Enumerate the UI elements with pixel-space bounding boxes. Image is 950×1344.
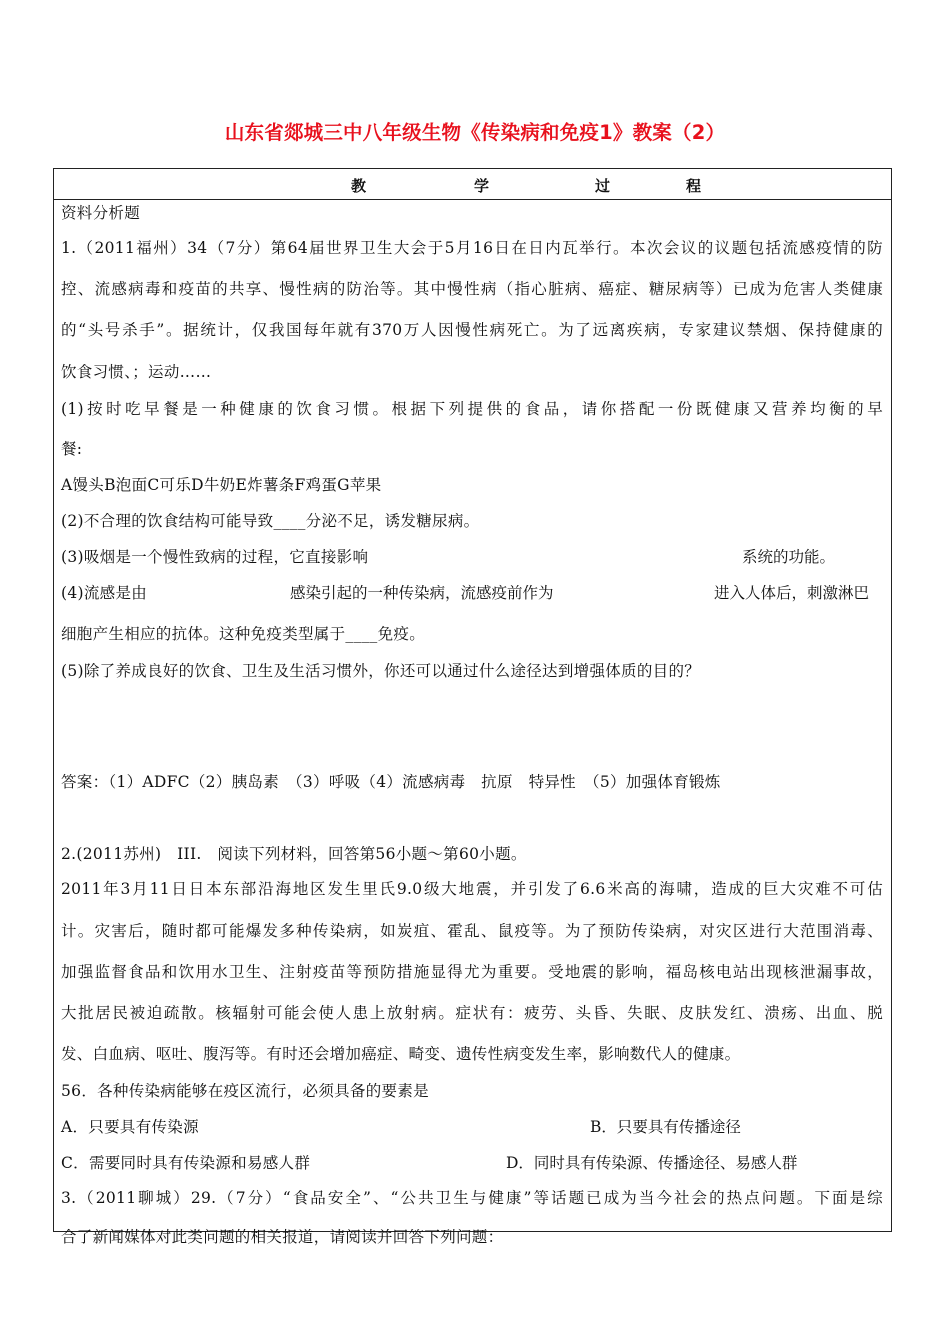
q56-option-d: D．同时具有传染源、传播途径、易感人群: [506, 1154, 798, 1172]
q1-para-line: 饮食习惯、；运动……: [61, 363, 212, 381]
q2-para-line: 加强监督食品和饮用水卫生、注射疫苗等预防措施显得尤为重要。受地震的影响，福岛核电站出现核泄漏事故，: [61, 963, 883, 981]
q3-para-line: 合了新闻媒体对此类问题的相关报道，请阅读并回答下列问题：: [61, 1228, 504, 1246]
q56-option-c: C．需要同时具有传染源和易感人群: [61, 1154, 311, 1172]
q3-para-line: 3.（2011聊城）29.（7分）“食品安全”、“公共卫生与健康”等话题已成为当今社会的热点问题。下面是综: [61, 1189, 883, 1207]
q56-stem: 56．各种传染病能够在疫区流行，必须具备的要素是: [61, 1082, 429, 1100]
q2-para-line: 大批居民被迫疏散。核辐射可能会使人患上放射病。症状有：疲劳、头昏、失眠、皮肤发红、溃疡、出血、脱: [61, 1004, 883, 1022]
q1-para-line: 控、流感病毒和疫苗的共享、慢性病的防治等。其中慢性病（指心脏病、癌症、糖尿病等）已成为危害人类健康: [61, 280, 883, 298]
table-header: [54, 169, 891, 200]
q1-sub4-line2: 细胞产生相应的抗体。这种免疫类型属于____免疫。: [61, 625, 426, 643]
header-char-2: 学: [474, 177, 490, 195]
q56-option-b: B．只要具有传播途径: [590, 1118, 741, 1136]
q1-sub1-line: 餐:: [61, 440, 83, 458]
q2-para-line: 计。灾害后，随时都可能爆发多种传染病，如炭疽、霍乱、鼠疫等。为了预防传染病，对灾区进行大范围消毒、: [61, 922, 883, 940]
q1-sub4-a: (4)流感是由: [61, 584, 148, 602]
header-char-4: 程: [686, 177, 702, 195]
q1-sub4-c: 进入人体后，刺激淋巴: [714, 584, 870, 602]
q2-intro: 2.(2011苏州) III. 阅读下列材料，回答第56小题～第60小题。: [61, 845, 527, 863]
q56-option-a: A．只要具有传染源: [61, 1118, 199, 1136]
q2-para-line: 2011年3月11日日本东部沿海地区发生里氏9.0级大地震，并引发了6.6米高的海啸，造成的巨大灾难不可估: [61, 880, 883, 898]
q1-sub1-line: (1)按时吃早餐是一种健康的饮食习惯。根据下列提供的食品，请你搭配一份既健康又营养均衡的早: [61, 400, 883, 418]
q1-answer: 答案：（1）ADFC（2）胰岛素 （3）呼吸（4）流感病毒 抗原 特异性 （5）加强体育锻炼: [61, 773, 721, 791]
header-char-3: 过: [595, 177, 611, 195]
header-char-1: 教: [351, 177, 367, 195]
q1-sub4-b: 感染引起的一种传染病，流感疫前作为: [290, 584, 554, 602]
q1-sub2: (2)不合理的饮食结构可能导致____分泌不足，诱发糖尿病。: [61, 512, 480, 530]
q1-para-line: 的“头号杀手”。据统计，仅我国每年就有370万人因慢性病死亡。为了远离疾病，专家建议禁烟、保持健康的: [61, 321, 883, 339]
section-label: 资料分析题: [61, 204, 141, 222]
page-title: 山东省郯城三中八年级生物《传染病和免疫1》教案（2）: [224, 121, 726, 144]
q1-para-line: 1.（2011福州）34（7分）第64届世界卫生大会于5月16日在日内瓦举行。本次会议的议题包括流感疫情的防: [61, 239, 883, 257]
q2-para-line: 发、白血病、呕吐、腹泻等。有时还会增加癌症、畸变、遗传性病变发生率，影响数代人的健康。: [61, 1045, 741, 1063]
q1-options: A馒头B泡面C可乐D牛奶E炸薯条F鸡蛋G苹果: [61, 476, 382, 494]
q1-sub5: (5)除了养成良好的饮食、卫生及生活习惯外，你还可以通过什么途径达到增强体质的目的？: [61, 662, 701, 680]
q1-sub3-a: (3)吸烟是一个慢性致病的过程，它直接影响: [61, 548, 369, 566]
q1-sub3-b: 系统的功能。: [742, 548, 836, 566]
